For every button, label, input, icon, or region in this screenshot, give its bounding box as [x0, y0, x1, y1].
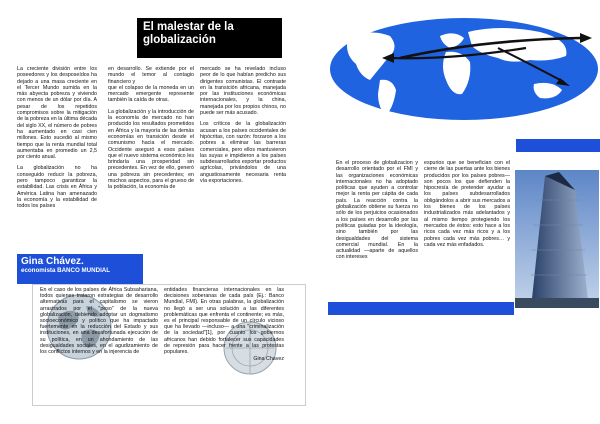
text-column-2 — [108, 66, 194, 196]
paragraph: La creciente división entre los poseedores y los desposeídos ha dejado a una masa creciente en el Tercer Mundo sumida en la más abyecta pobreza y viviendo con menos de un dólar por día. A pesar de los repetidos compromisos sobre la mitigación de la pobreza en la última década del siglo XX, el número de pobres ha aumentado en casi cien millones. Esto sucedió al mismo tiempo que la renta mundial total aumentaba en promedio un 2,5 por ciento anual. — [17, 66, 97, 161]
paragraph: Los críticos de la globalización acusan a los países occidentales de hipócritas, con razón: forzaron a los pobres a eliminar las barreras comerciales, pero ellos mantuvieron las suyas e impidieron a los países subdesarrollados exportar productos agrícolas, privándolos de una angustiosamente necesaria renta vía exportaciones. — [200, 121, 286, 185]
paragraph: La globalización no ha conseguido reducir la pobreza, pero tampoco garantizar la estabilidad. Las crisis en África y América Latina han amenazado la economía y la estabilidad de todos los países — [17, 165, 97, 210]
paragraph: entidades financieras internacionales en las decisiones soberanas de cada país (Ej.: Banco Mundial, FMI). En otras palabras, la globalización no llegó a ser una solución a las diferentes problemáticas que enfrenta el continente; es más, es el principal responsable de un círculo vicioso que ha llevado —incluso— a una "criminalización de la sociedad"[1], por cuanto los gobiernos africanos han debido fortalecer sus capacidades de represión para hacer frente a las protestas populares. — [164, 287, 284, 356]
author-name: Gina Chávez. — [21, 256, 84, 267]
paragraph: En el proceso de globalizacion y desarrollo orientado por el FMI y las organizaciones económicas internacionales no ha adoptado políticas que ayuden a controlar mejor la renta per cápita de cada país. La reacción contra la globalización obtiene su fuerza no sólo de los perjuicios ocasionados a los países en desarrollo por las políticas guiadas por la ideología, sino también por las desigualdades del sistema comercial mundial. En la actualidad —aparte de aquellos con intereses — [336, 160, 418, 261]
paragraph: espurios que se benefician con el cierre de las puertas ante los bienes producidos por los países pobres— son pocos los que defienden la hipocresía de pretender ayudar a los países subdesarrollados obligándolos a abrir sus mercados a los bienes de los países industrializados más adelantados y al mismo tiempo protegiendo los mercados de éstos: esto hace a los ricos cada vez más ricos y a los pobres cada vez más pobres… y cada vez más enfadados. — [424, 160, 510, 248]
paragraph: mercado se ha revelado incluso peor de lo que habían predicho sus dirigentes comunistas. El contraste en la transición africana, manejada por las instituciones económicas internacionales, y la china, manejada por los propios chinos, no puede ser más acusado. — [200, 66, 286, 117]
article-title: El malestar de la globalización — [137, 18, 282, 58]
paragraph: La globalización y la introducción de la economía de mercado no han producido los resultados prometidos en África y la mayoría de las demás economías en transición desde el comunismo hacia el mercado. Occidente aseguró a esos países que el nuevo sistema económico les brindaría una prosperidad sin precedentes. En vez de ello, generó una pobreza sin precedentes; en muchos aspectos, para el grueso de la población, la economía de — [108, 108, 194, 191]
paragraph: que el colapso de la moneda en un mercado emergente represente también la caída de otras. — [108, 84, 194, 104]
skyscraper-image — [515, 170, 599, 308]
text-column-3 — [200, 66, 286, 189]
text-column-5 — [424, 160, 510, 253]
text-column-4 — [336, 160, 418, 266]
accent-bar-top — [516, 139, 600, 152]
world-map-image — [330, 18, 598, 120]
paragraph: En el caso de los países de África Subsahariana, todos quienes trataron estrategias de desarrollo alternativas para el capitalismo se vieron arrastrados por el "peso" de la nueva globalización, debiendo adoptar un dogmatismo socioeconómico y político que ha impactado fuertemente en la reducción del Estado y sus instituciones, en una desafortunada ejecución de su política, en un ahondamiento de las desigualdades sociales, en el agudizamiento de los conflictos internos y en la injerencia de — [40, 287, 158, 356]
signature: Gina Chavez — [253, 356, 284, 363]
author-role: economista BANCO MUNDIAL — [21, 267, 111, 274]
accent-bar-bottom — [328, 302, 514, 315]
text-column-1 — [17, 66, 97, 215]
paragraph: en desarrollo. Se extiende por el mundo el temor al contagio financiero y — [108, 66, 194, 85]
bottom-column-1 — [40, 287, 158, 360]
author-box — [17, 254, 143, 284]
bottom-column-2 — [164, 287, 284, 362]
